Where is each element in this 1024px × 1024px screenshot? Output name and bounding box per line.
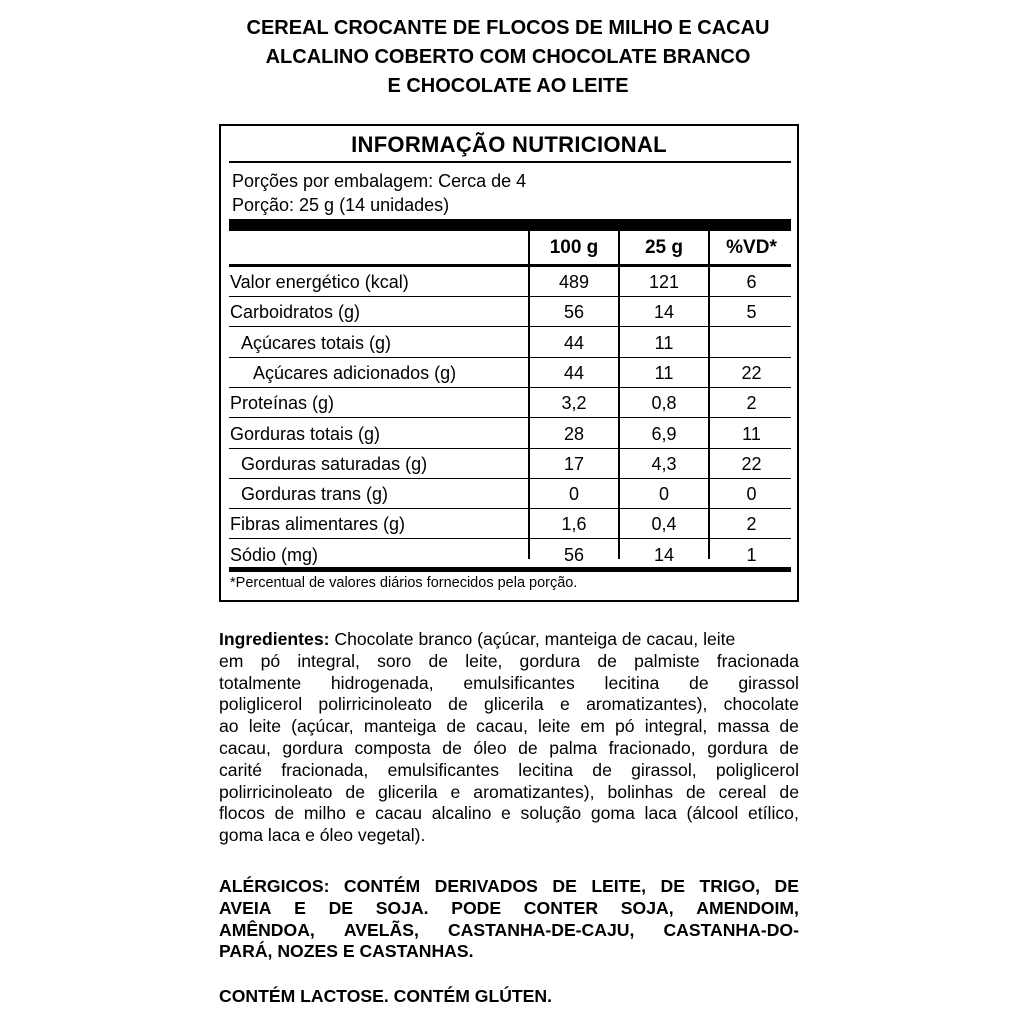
allergens-section — [219, 876, 799, 963]
value-vd: 2 — [746, 393, 757, 414]
value-25g: 14 — [653, 544, 675, 565]
value-vd: 11 — [742, 423, 761, 444]
allergens-line: ALÉRGICOS: CONTÉM DERIVADOS DE LEITE, DE TRIGO, DE — [219, 876, 799, 896]
nutrient-row — [221, 479, 797, 509]
product-title — [200, 14, 816, 101]
value-25g: 14 — [653, 302, 675, 323]
product-title-line: ALCALINO COBERTO COM CHOCOLATE BRANCO — [265, 46, 751, 68]
value-25g: 0 — [658, 484, 669, 505]
nutrition-heading: INFORMAÇÃO NUTRICIONAL — [351, 132, 667, 157]
column-header-vd: %VD* — [726, 237, 777, 258]
value-vd: 2 — [746, 514, 757, 535]
ingredients-line: cacau, gordura composta de óleo de palma fracionado, gordura de — [219, 737, 799, 758]
value-25g: 11 — [654, 332, 674, 353]
ingredients-heading: Ingredientes: — [219, 629, 330, 649]
value-100g: 56 — [563, 302, 585, 323]
ingredients-line: em pó integral, soro de leite, gordura de palmiste fracionada — [219, 650, 799, 671]
product-title-line: CEREAL CROCANTE DE FLOCOS DE MILHO E CACAU — [246, 17, 770, 39]
ingredients-text: Chocolate branco (açúcar, manteiga de cacau, leite — [329, 629, 736, 649]
value-25g: 0,4 — [651, 514, 677, 535]
nutrient-label: Gorduras trans (g) — [241, 484, 389, 505]
servings-per-package: Porções por embalagem: Cerca de 4 — [232, 171, 527, 191]
value-100g: 489 — [558, 272, 590, 292]
value-100g: 1,6 — [561, 514, 587, 535]
nutrient-label: Gorduras saturadas (g) — [241, 453, 428, 474]
allergens-line: PARÁ, NOZES E CASTANHAS. — [219, 941, 474, 962]
nutrient-label: Valor energético (kcal) — [230, 272, 409, 292]
bottom-divider — [229, 567, 791, 572]
ingredients-line: poliglicerol polirricinoleato de glicerila e aromatizantes), chocolate — [219, 694, 799, 715]
thick-divider — [229, 219, 791, 231]
nutrient-row — [221, 267, 797, 297]
ingredients-line: ao leite (açúcar, manteiga de cacau, leite em pó integral, massa de — [219, 716, 799, 737]
ingredients-line: goma laca e óleo vegetal). — [219, 825, 426, 846]
nutrient-row — [221, 388, 797, 418]
column-header-25g: 25 g — [644, 237, 684, 258]
value-100g: 0 — [568, 484, 579, 505]
value-25g: 121 — [648, 272, 680, 292]
heading-divider — [229, 161, 791, 163]
serving-size: Porção: 25 g (14 unidades) — [232, 195, 450, 215]
nutrient-row — [221, 419, 797, 449]
nutrient-row — [221, 358, 797, 388]
value-vd: 5 — [746, 302, 757, 323]
ingredients-line: polirricinoleato de glicerila e aromatizantes), bolinhas de cereal de — [219, 781, 799, 802]
value-vd: 1 — [746, 544, 757, 565]
allergens-line: AVEIA E DE SOJA. PODE CONTER SOJA, AMENDOIM, — [219, 897, 799, 918]
nutrition-facts-table — [219, 124, 799, 602]
product-title-line: E CHOCOLATE AO LEITE — [387, 75, 629, 97]
value-vd: 0 — [746, 484, 757, 505]
nutrient-label: Fibras alimentares (g) — [230, 514, 406, 535]
ingredients-line: flocos de milho e cacau alcalino e solução goma laca (álcool etílico, — [219, 803, 799, 824]
value-100g: 56 — [563, 544, 585, 565]
ingredients-line: totalmente hidrogenada, emulsificantes lecitina de girassol — [219, 672, 799, 693]
nutrient-label: Proteínas (g) — [230, 393, 335, 414]
footnote: *Percentual de valores diários fornecidos pela porção. — [230, 575, 578, 591]
ingredients-line — [219, 629, 799, 651]
column-header-100g: 100 g — [549, 237, 599, 258]
nutrient-row — [221, 297, 797, 327]
value-100g: 3,2 — [561, 393, 587, 414]
nutrient-label: Gorduras totais (g) — [230, 423, 381, 444]
nutrient-row — [221, 449, 797, 479]
value-vd: 22 — [741, 362, 762, 383]
nutrient-label: Carboidratos (g) — [230, 302, 361, 323]
nutrient-row — [221, 328, 797, 358]
contains-statement: CONTÉM LACTOSE. CONTÉM GLÚTEN. — [219, 986, 552, 1006]
ingredients-section — [219, 629, 799, 847]
ingredients-line: carité fracionada, emulsificantes lecitina de girassol, poliglicerol — [219, 759, 799, 780]
nutrient-row — [221, 540, 797, 570]
value-vd: 6 — [746, 272, 757, 292]
value-25g: 11 — [654, 362, 674, 383]
allergens-line: AMÊNDOA, AVELÃS, CASTANHA-DE-CAJU, CASTANHA-DO- — [219, 919, 799, 940]
value-100g: 28 — [563, 423, 585, 444]
nutrient-label: Sódio (mg) — [230, 544, 319, 565]
value-100g: 44 — [563, 332, 585, 353]
nutrient-label: Açúcares totais (g) — [241, 332, 392, 353]
value-25g: 0,8 — [651, 393, 677, 414]
nutrient-label: Açúcares adicionados (g) — [253, 362, 457, 383]
value-25g: 4,3 — [651, 453, 677, 474]
value-25g: 6,9 — [651, 423, 677, 444]
value-100g: 44 — [563, 362, 585, 383]
value-100g: 17 — [563, 453, 585, 474]
nutrient-row — [221, 509, 797, 539]
value-vd: 22 — [741, 453, 762, 474]
